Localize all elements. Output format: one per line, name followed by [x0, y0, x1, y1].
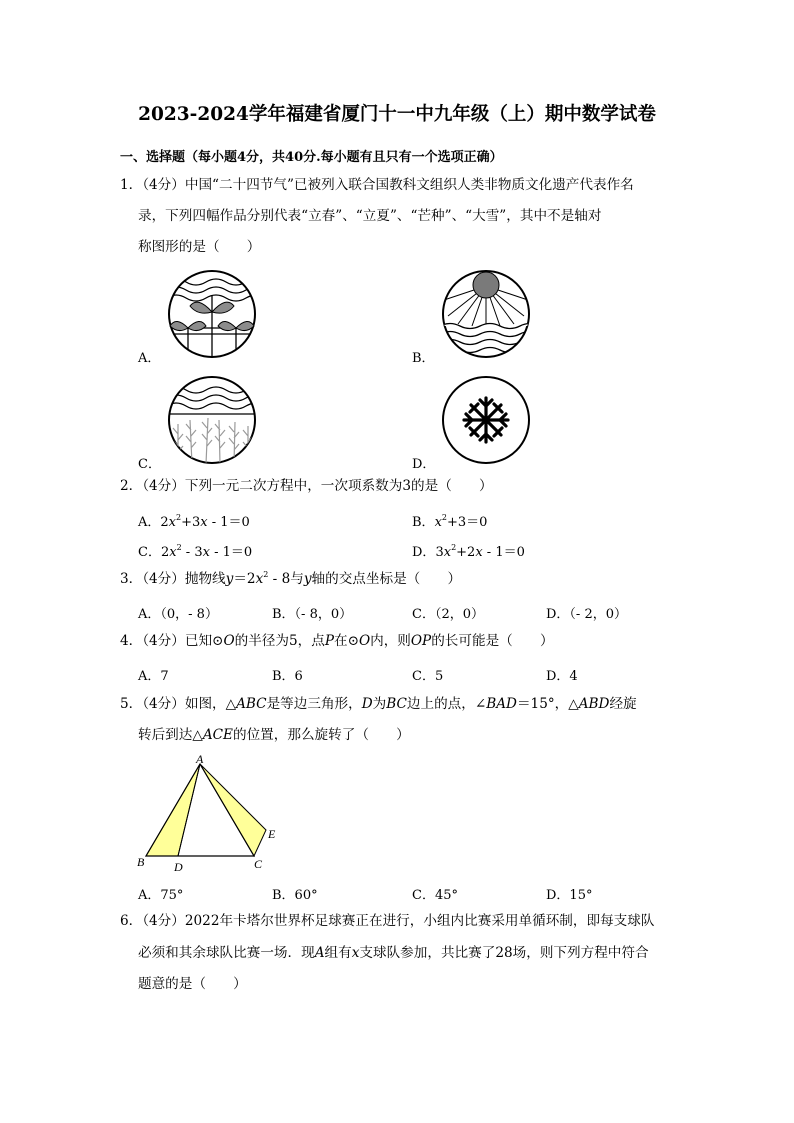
q5-line2 — [138, 720, 410, 751]
q2-d-text3: - 1＝0 — [482, 545, 525, 560]
q3-sup: 2 — [263, 570, 269, 579]
q4-var-o2: O — [358, 633, 371, 649]
q5-option-c[interactable]: C．45° — [412, 888, 458, 903]
q2-a-text: 2 — [160, 515, 169, 530]
q4-t4: 内，则 — [370, 633, 411, 649]
q5-d: D — [361, 696, 373, 712]
q2-d-var: x — [443, 545, 452, 560]
sprouts-icon — [166, 268, 258, 360]
q2-d-text: 3 — [435, 545, 444, 560]
q2-b-var: x — [434, 515, 442, 530]
q4-t2: 的半径为5，点 — [234, 633, 325, 649]
q6-t3: 支球队参加，共比赛了28场，则下列方程中符合 — [359, 945, 649, 961]
q3-option-d[interactable]: D．（- 2，0） — [546, 607, 627, 622]
q3-var-x: x — [255, 571, 264, 587]
q2-c-var2: x — [202, 545, 210, 560]
q1-option-c[interactable]: C． — [138, 457, 161, 472]
q6-line1: 6．（4分）2022年卡塔尔世界杯足球赛正在进行，小组内比赛采用单循环制，即每支球队 — [120, 913, 655, 929]
q3-var-y2: y — [303, 571, 312, 587]
q2-a-text3: - 1＝0 — [207, 515, 250, 530]
sun-icon — [440, 268, 532, 360]
q2-d-sup: 2 — [451, 543, 457, 552]
label-c: C — [254, 857, 263, 871]
q3-option-b[interactable]: B．（- 8，0） — [272, 607, 353, 622]
q6-t1: 必须和其余球队比赛一场．现 — [138, 945, 315, 961]
q4-var-o: O — [223, 633, 235, 649]
q3-var-y: y — [225, 571, 234, 587]
q3-t2: ＝2 — [233, 571, 256, 587]
q5-line1 — [120, 689, 637, 720]
q3-stem — [120, 564, 461, 595]
triangle-figure — [134, 752, 284, 876]
q1-option-b[interactable]: B． — [412, 351, 435, 366]
q2-d-var2: x — [475, 545, 483, 560]
q3-option-c[interactable]: C．（2，0） — [412, 607, 484, 622]
q5-t7: 转后到达△ — [138, 727, 203, 743]
q2-b-label: B． — [412, 515, 435, 530]
label-a: A — [196, 752, 204, 766]
q1-option-a[interactable]: A． — [138, 351, 161, 366]
q2-option-b[interactable] — [412, 511, 487, 530]
q2-a-var: x — [168, 515, 177, 530]
q3-option-a[interactable]: A．（0，- 8） — [138, 607, 218, 622]
q5-abd: ABD — [578, 696, 610, 712]
section-heading: 一、选择题（每小题4分，共40分.每小题有且只有一个选项正确） — [120, 150, 503, 165]
q2-option-a[interactable] — [138, 511, 250, 530]
q1-line3: 称图形的是（ ） — [138, 239, 261, 255]
q2-c-text: 2 — [160, 545, 170, 560]
q5-ace: ACE — [202, 727, 233, 743]
q4-t5: 的长可能是（ ） — [431, 633, 554, 649]
q5-bc: BC — [386, 696, 407, 712]
q2-c-var: x — [169, 545, 177, 560]
snowflake-icon — [440, 374, 532, 466]
q5-t6: 经旋 — [609, 696, 637, 712]
q5-t5: ＝15°，△ — [516, 696, 579, 712]
q6-x: x — [351, 945, 360, 961]
q6-t2: 组有 — [324, 945, 352, 961]
q2-c-text2: - 3 — [181, 545, 203, 560]
q5-option-b[interactable]: B．60° — [272, 888, 318, 903]
q2-a-text2: +3 — [181, 515, 201, 530]
q5-abc: ABC — [236, 696, 267, 712]
q2-option-d[interactable] — [412, 541, 525, 560]
q2-a-label: A． — [138, 515, 161, 530]
q2-d-text2: +2 — [456, 545, 476, 560]
q5-option-a[interactable]: A．75° — [138, 888, 184, 903]
q4-option-b[interactable]: B．6 — [272, 669, 303, 684]
q2-option-c[interactable] — [138, 541, 252, 560]
q2-a-sup: 2 — [176, 513, 182, 522]
q3-t1: 3．（4分）抛物线 — [120, 571, 226, 587]
wheat-icon — [166, 374, 258, 466]
q4-option-c[interactable]: C．5 — [412, 669, 444, 684]
q3-t3: - 8与 — [268, 571, 304, 587]
q5-t1: 5．（4分）如图，△ — [120, 696, 237, 712]
q2-a-var2: x — [200, 515, 208, 530]
q1-line2: 录，下列四幅作品分别代表“立春”、“立夏”、“芒种”、“大雪”，其中不是轴对 — [138, 208, 602, 224]
q2-b-sup: 2 — [441, 513, 447, 522]
page-title: 2023-2024学年福建省厦门十一中九年级（上）期中数学试卷 — [138, 104, 656, 125]
q3-t4: 轴的交点坐标是（ ） — [311, 571, 462, 587]
q6-line3: 题意的是（ ） — [138, 976, 247, 992]
q5-t4: 边上的点，∠ — [406, 696, 487, 712]
q4-t1: 4．（4分）已知⊙ — [120, 633, 224, 649]
q2-stem: 2．（4分）下列一元二次方程中，一次项系数为3的是（ ） — [120, 478, 493, 494]
q2-c-sup: 2 — [176, 543, 182, 552]
q5-bad: BAD — [486, 696, 517, 712]
q2-c-label: C． — [138, 545, 161, 560]
q5-t3: 为 — [372, 696, 387, 712]
q5-t2: 是等边三角形， — [266, 696, 362, 712]
q5-option-d[interactable]: D．15° — [546, 888, 593, 903]
q6-a: A — [314, 945, 325, 961]
label-e: E — [268, 827, 276, 841]
q2-b-text: +3＝0 — [447, 515, 488, 530]
q1-line1: 1．（4分）中国“二十四节气”已被列入联合国教科文组织人类非物质文化遗产代表作名 — [120, 177, 634, 193]
q4-option-d[interactable]: D．4 — [546, 669, 578, 684]
q1-option-d[interactable]: D． — [412, 457, 436, 472]
q4-t3: 在⊙ — [333, 633, 359, 649]
label-d: D — [174, 860, 183, 874]
q5-t8: 的位置，那么旋转了（ ） — [233, 727, 410, 743]
q6-line2 — [138, 938, 649, 969]
q4-option-a[interactable]: A．7 — [138, 669, 169, 684]
label-b: B — [137, 855, 145, 869]
q2-c-text3: - 1＝0 — [209, 545, 253, 560]
q4-var-p: P — [324, 633, 334, 649]
q2-d-label: D． — [412, 545, 436, 560]
q4-stem — [120, 626, 554, 657]
q4-var-op: OP — [410, 633, 432, 649]
